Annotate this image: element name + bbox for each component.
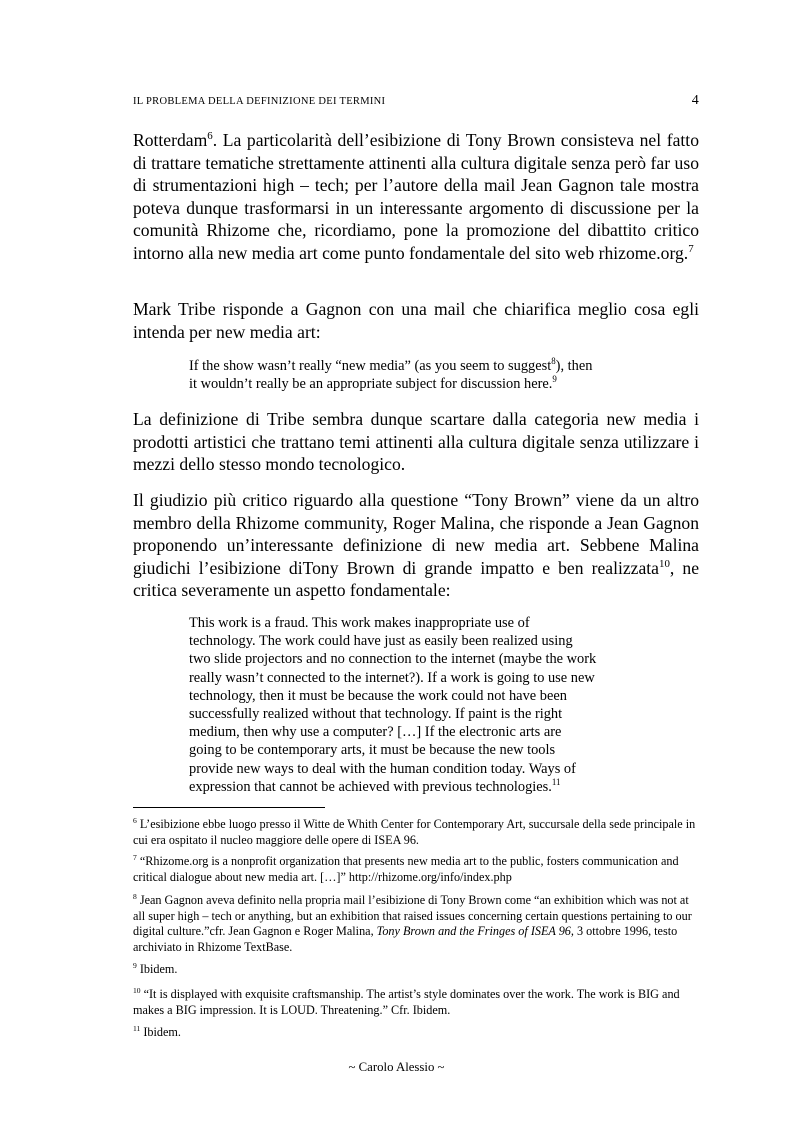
paragraph-4-text-a: Il giudizio più critico riguardo alla questione “Tony Brown” viene da un altro membro della Rhizome community, Roger Malina, che risponde a Jean Gagnon proponendo un’interessante definizione di new media art. Sebbene Malina giudichi l’esibizione diTony Brown di grande impatto e ben realizzata — [133, 490, 699, 578]
footnote-number: 6 — [133, 815, 137, 825]
page-number: 4 — [691, 93, 699, 108]
footnote-10 — [133, 987, 699, 1018]
footnote-text: L’esibizione ebbe luogo presso il Witte de Whith Center for Contemporary Art, succursale della sede principale in cui era ospitato il nucleo maggiore delle opere di ISEA 96. — [133, 817, 696, 847]
paragraph-1 — [133, 129, 699, 265]
quote-1-text-c: it wouldn’t really be an appropriate subject for discussion here. — [189, 376, 553, 393]
paragraph-1-text-b: . La particolarità dell’esibizione di Tony Brown consisteva nel fatto di trattare tematiche strettamente attinenti alla cultura digitale senza però far uso di strumentazioni high – tech; per l’autore della mail Jean Gagnon tale mostra poteva dunque trasformarsi in un interessante argomento di discussione per la comunità Rhizome che, ricordiamo, pone la promozione del dibattito critico intorno alla new media art come punto fondamentale del sito web rhizome.org. — [133, 130, 699, 263]
page-footer: ~ Carolo Alessio ~ — [348, 1060, 445, 1074]
paragraph-2: Mark Tribe risponde a Gagnon con una mail che chiarifica meglio cosa egli intenda per new media art: — [133, 299, 699, 342]
quote-2-line: going to be contemporary arts, it must be because the new tools — [189, 742, 556, 759]
paragraph-4-text-b: , ne critica severamente un aspetto fondamentale: — [133, 557, 700, 601]
paragraph-3: La definizione di Tribe sembra dunque scartare dalla categoria new media i prodotti artistici che trattano temi attinenti alla cultura digitale senza utilizzare i mezzi dello stesso mondo tecnologico. — [133, 409, 699, 475]
quote-2-line: technology. The work could have just as easily been realized using — [189, 633, 573, 650]
footnote-6 — [133, 817, 699, 848]
quote-2-line: provide new ways to deal with the human condition today. Ways of — [189, 760, 576, 777]
footnote-ref-6: 6 — [207, 130, 213, 143]
quote-1-text-b: ), then — [555, 358, 593, 374]
footnote-separator — [133, 807, 325, 808]
cited-title: Tony Brown and the Fringes of ISEA 96, — [376, 924, 574, 939]
quote-2-line: expression that cannot be achieved with previous technologies. — [189, 778, 552, 795]
quote-2-line: really wasn’t connected to the internet?). If a work is going to use new — [189, 669, 595, 686]
footnote-ref-11: 11 — [551, 777, 561, 788]
paragraph-1-text-a: Rotterdam — [133, 130, 208, 150]
running-header — [133, 93, 699, 112]
footnote-number: 7 — [133, 852, 137, 862]
block-quote-2 — [189, 614, 659, 796]
quote-2-line: technology, then it must be because the work could not have been — [189, 687, 567, 704]
footnote-text: Jean Gagnon aveva definito nella propria mail l’esibizione di Tony Brown come “an exhibition which was not at all super high – tech or anything, but an exhibition that raised issues concerning certain questions pertaining to our digital culture.”cfr. Jean Gagnon e Roger Malina, — [133, 893, 692, 939]
footnote-11 — [133, 1025, 699, 1041]
quote-2-line: successfully realized without that technology. If paint is the right — [189, 706, 563, 723]
paragraph-4 — [133, 489, 699, 602]
footnote-8 — [133, 893, 699, 955]
footnote-number: 11 — [133, 1023, 141, 1033]
footnote-text: Ibidem. — [136, 962, 178, 976]
footnote-ref-8: 8 — [551, 356, 556, 367]
footnote-number: 10 — [133, 985, 141, 995]
footnote-text: Ibidem. — [140, 1025, 181, 1039]
quote-2-line: medium, then why use a computer? […] If the electronic arts are — [189, 724, 562, 741]
quote-2-line: two slide projectors and no connection to the internet (maybe the work — [189, 651, 597, 668]
quote-2-line: This work is a fraud. This work makes inappropriate use of — [189, 615, 530, 631]
footnote-text: 3 ottobre 1996, testo archiviato in Rhizome TextBase. — [133, 924, 678, 954]
footnote-ref-7: 7 — [688, 243, 694, 256]
running-title: IL PROBLEMA DELLA DEFINIZIONE DEI TERMINI — [133, 96, 386, 107]
footnote-ref-10: 10 — [659, 557, 670, 570]
footnote-number: 9 — [133, 960, 137, 970]
footnote-ref-9: 9 — [552, 374, 557, 385]
footnote-text: “It is displayed with exquisite craftsmanship. The artist’s style dominates over the work. The work is BIG and makes a BIG impression. It is LOUD. Threatening.” Cfr. Ibidem. — [133, 987, 680, 1017]
quote-1-text-a: If the show wasn’t really “new media” (as you seem to suggest — [189, 358, 552, 374]
footnote-7 — [133, 854, 699, 885]
footnote-9 — [133, 962, 699, 978]
footnote-text: “Rhizome.org is a nonprofit organization that presents new media art to the public, fosters communication and critical dialogue about new media art. […]” http://rhizome.org/info/index.php — [133, 854, 679, 884]
footnote-number: 8 — [133, 891, 137, 901]
block-quote-1 — [189, 357, 659, 393]
